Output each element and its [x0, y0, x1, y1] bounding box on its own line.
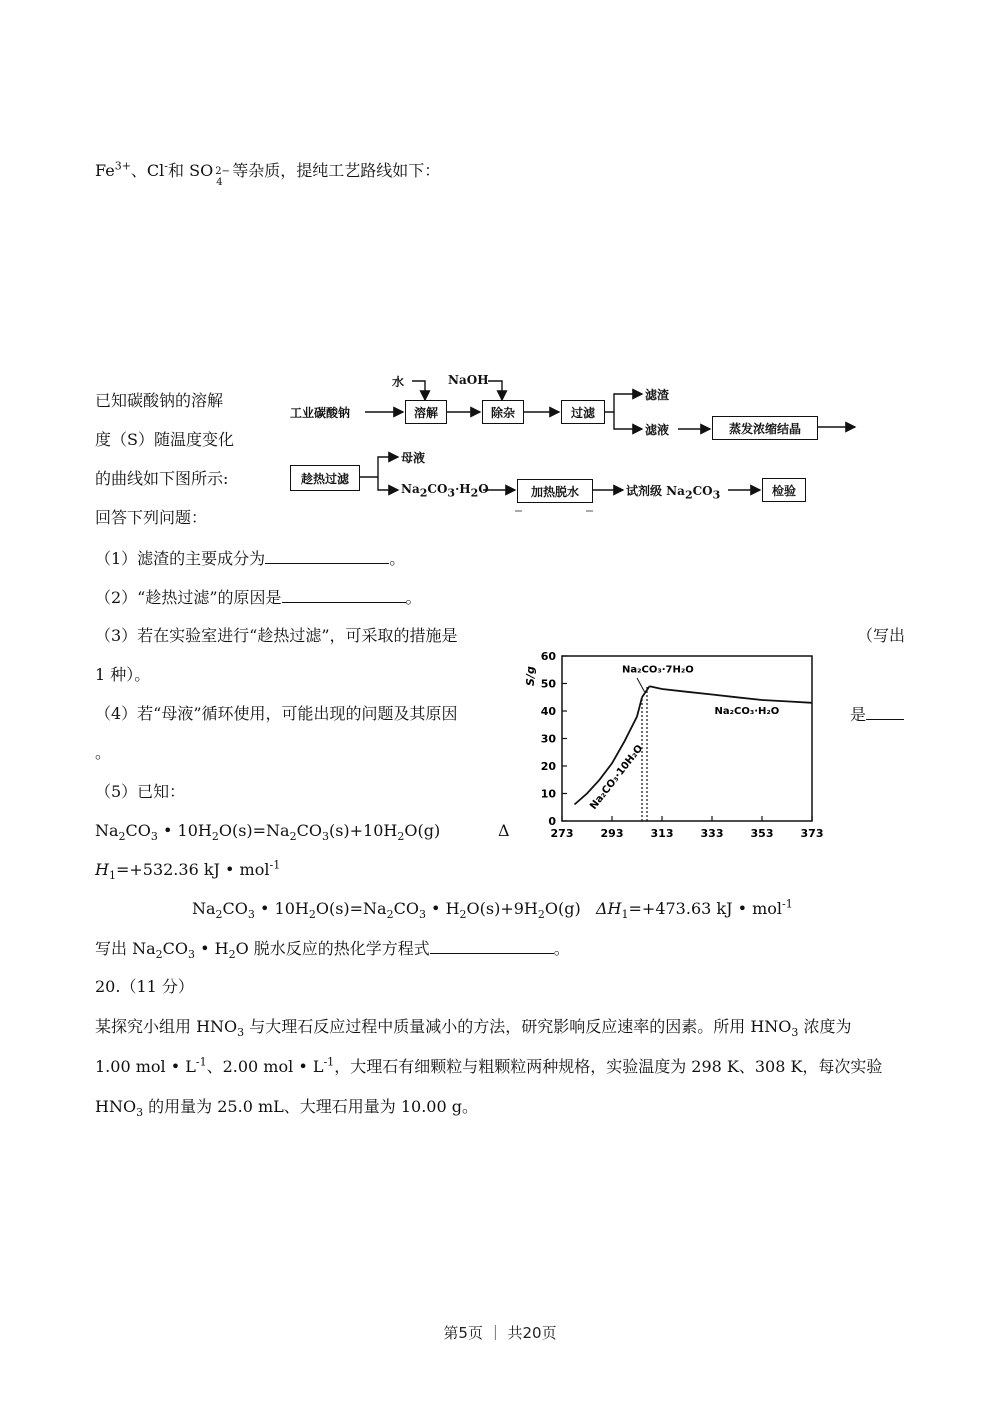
x-tick-label: 353: [750, 827, 774, 840]
side-text-3: 的曲线如下图所示:: [95, 469, 229, 488]
question-5: （5）已知：: [95, 782, 186, 801]
answer-blank-5[interactable]: [430, 937, 554, 954]
y-tick-label: 30: [540, 732, 556, 746]
equation-1-enthalpy: $H_1=+532.36$ kJ • mol$^{-1}$: [95, 858, 281, 883]
y-tick-label: 10: [540, 787, 556, 801]
side-text-2: 度（S）随温度变化: [95, 430, 234, 449]
flow-product: $Na_2CO_3\cdot H_2O$: [401, 482, 489, 500]
page-footer: 第5页 ｜ 共20页: [443, 1324, 557, 1342]
label-pointer: [637, 678, 645, 692]
y-tick-label: 40: [540, 705, 556, 718]
flow-residue: 滤渣: [645, 388, 670, 402]
flow-test-box: 检验: [762, 478, 806, 502]
flow-reagent: 试剂级 $Na_2CO_3$: [626, 484, 721, 502]
question-4-tail: 是: [850, 703, 904, 726]
flow-naoh: NaOH: [448, 373, 489, 387]
question-1: （1）滤渣的主要成分为 。: [95, 549, 406, 568]
question-4-cont: 。: [95, 743, 112, 762]
question-2: （2）“趁热过滤”的原因是 。: [95, 588, 422, 607]
side-text-1: 已知碳酸钠的溶解: [95, 391, 224, 410]
label-decahydrate: Na₂CO₃·10H₂O: [588, 743, 646, 812]
x-tick-label: 313: [650, 827, 674, 840]
flow-start: 工业碳酸钠: [290, 406, 351, 420]
series-line-2: [650, 686, 813, 703]
question-20-heading: 20.（11 分）: [95, 977, 194, 996]
y-tick-label: 60: [540, 650, 556, 663]
flow-hot-filter-box: 趁热过滤: [290, 465, 360, 491]
question-20-line-3: $HNO_3$ 的用量为 25.0 mL、大理石用量为 10.00 g。: [95, 1097, 478, 1120]
x-tick-label: 293: [600, 827, 624, 840]
flow-evaporate-box: 蒸发浓缩结晶: [712, 416, 818, 440]
flow-mother: 母液: [401, 451, 426, 465]
flow-dissolve-box: 溶解: [405, 400, 447, 424]
answer-blank-2[interactable]: [282, 586, 406, 603]
y-tick-label: 50: [540, 677, 556, 691]
x-tick-label: 373: [800, 827, 824, 840]
flowchart-arrows: [0, 0, 1000, 520]
y-tick-label: 0: [548, 815, 556, 828]
series-line-1: [642, 686, 650, 697]
answer-blank-1[interactable]: [265, 547, 389, 564]
solubility-chart: [520, 648, 830, 848]
x-tick-label: 273: [550, 827, 574, 840]
flow-heat-box: 加热脱水: [517, 479, 593, 503]
write-question: 写出 $Na_2CO_3$ • $H_2O$ 脱水反应的热化学方程式 。: [95, 939, 570, 962]
x-tick-label: 333: [700, 827, 724, 840]
label-heptahydrate: Na₂CO₃·7H₂O: [622, 664, 694, 676]
flow-water: 水: [392, 375, 405, 389]
y-axis-label: S/g: [524, 666, 537, 686]
question-20-line-2: 1.00 mol • $L^{-1}$、2.00 mol • $L^{-1}$，大理石有细颗粒与粗颗粒两种规格，实验温度为 298 K、308 K，每次实验: [95, 1055, 883, 1076]
question-20-line-1: 某探究小组用 $HNO_3$ 与大理石反应过程中质量减小的方法，研究影响反应速率的因素。所用 $HNO_3$ 浓度为: [95, 1017, 852, 1040]
flow-filtrate: 滤液: [645, 423, 670, 437]
y-tick-label: 20: [540, 760, 556, 773]
side-text-4: 回答下列问题：: [95, 508, 208, 527]
question-4: （4）若“母液”循环使用，可能出现的问题及其原因: [95, 704, 458, 723]
question-3: （3）若在实验室进行“趁热过滤”，可采取的措施是: [95, 626, 458, 645]
flow-filter-box: 过滤: [561, 400, 605, 424]
intro-line: $Fe^{3+}$、Cl-和 SO 2− 4 等杂质，提纯工艺路线如下：: [95, 159, 441, 188]
equation-1-delta: Δ: [498, 821, 510, 840]
question-3-cont: 1 种）。: [95, 665, 151, 684]
equation-2: $Na_2CO_3$ • $10H_2O(s)=Na_2CO_3$ • $H_2O(s)+9H_2O(g)$ $\Delta H_1=+473.63$ kJ • mol$^{-1}$: [192, 897, 793, 922]
question-3-tail: （写出: [857, 626, 906, 645]
answer-blank-4[interactable]: [866, 703, 904, 720]
equation-1: $Na_2CO_3$ • $10H_2O(s)=Na_2CO_3(s)+10H_2O(g)$: [95, 821, 441, 844]
flow-remove-box: 除杂: [482, 400, 524, 424]
label-monohydrate: Na₂CO₃·H₂O: [714, 705, 780, 717]
